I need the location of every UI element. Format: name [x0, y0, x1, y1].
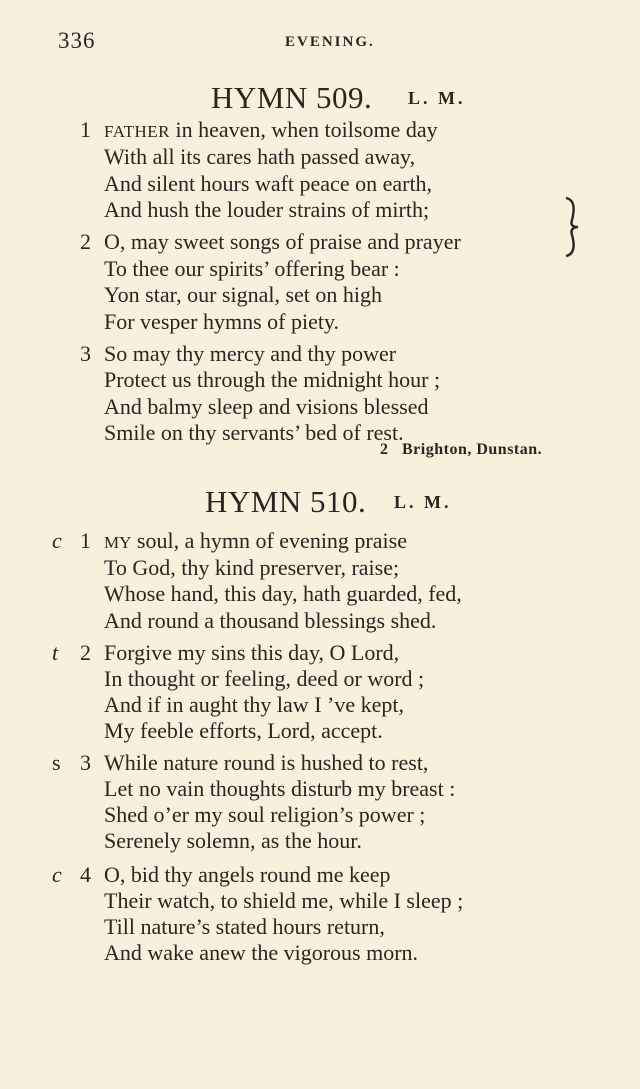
verse-line: [0, 171, 640, 197]
line-text: Yon star, our signal, set on high: [104, 282, 382, 307]
verse-line: [0, 666, 640, 692]
verse-line: [0, 862, 640, 888]
line-text: in heaven, when toilsome day: [169, 117, 438, 142]
page-number: 336: [58, 28, 96, 53]
line-text: My feeble efforts, Lord, accept.: [104, 718, 383, 743]
line-text: Forgive my sins this day, O Lord,: [104, 640, 400, 665]
verse-number: 1: [80, 117, 91, 142]
line-text: And if in aught thy law I ’ve kept,: [104, 692, 404, 717]
verse-number: 3: [80, 750, 91, 775]
line-text: Serenely solemn, as the hour.: [104, 828, 362, 853]
line-text: While nature round is hushed to rest,: [104, 750, 429, 775]
verse-line: [0, 367, 640, 393]
lead-word: FATHER: [104, 122, 170, 141]
verse-line: [0, 888, 640, 914]
verse-line: [0, 229, 640, 255]
tune-count: 2: [380, 441, 389, 458]
verse-number: 4: [80, 862, 91, 887]
verse-line: [0, 940, 640, 966]
verse-line: [0, 640, 640, 666]
verse-line: [0, 117, 640, 143]
line-text: So may thy mercy and thy power: [104, 341, 397, 366]
line-text: O, may sweet songs of praise and prayer: [104, 229, 461, 254]
hymn-number: HYMN 509.: [211, 80, 373, 115]
line-text: In thought or feeling, deed or word ;: [104, 666, 425, 691]
line-text: Whose hand, this day, hath guarded, fed,: [104, 581, 462, 606]
verse-line: [0, 256, 640, 282]
hymn-number: HYMN 510.: [205, 484, 367, 519]
dynamic-mark: t: [52, 640, 59, 665]
verse-line: [0, 144, 640, 170]
verse-line: [0, 718, 640, 744]
verse-line: [0, 341, 640, 367]
verse-line: [0, 828, 640, 854]
verse-line: [0, 914, 640, 940]
line-text: For vesper hymns of piety.: [104, 309, 340, 334]
verse-line: [0, 528, 640, 554]
verse-line: [0, 802, 640, 828]
hymn-510-title: [0, 484, 640, 520]
running-head: [0, 28, 640, 58]
line-text: Smile on thy servants’ bed of rest.: [104, 420, 404, 445]
dynamic-mark: s: [52, 750, 61, 775]
verse-line: [0, 776, 640, 802]
line-text: O, bid thy angels round me keep: [104, 862, 391, 887]
verse-line: [0, 581, 640, 607]
verse-line: [0, 692, 640, 718]
line-text: soul, a hymn of evening praise: [131, 528, 407, 553]
line-text: With all its cares hath passed away,: [104, 144, 416, 169]
tune-names: Brighton, Dunstan.: [402, 441, 543, 458]
verse-number: 1: [80, 528, 91, 553]
line-text: And round a thousand blessings shed.: [104, 608, 437, 633]
verse-line: [0, 197, 640, 223]
dynamic-mark: c: [52, 862, 62, 887]
line-text: Their watch, to shield me, while I sleep ;: [104, 888, 464, 913]
hymn-meter: L. M.: [394, 492, 452, 512]
line-text: Let no vain thoughts disturb my breast :: [104, 776, 456, 801]
verse-line: [0, 420, 640, 446]
hymn-509-title: [0, 80, 640, 116]
verse-number: 3: [80, 341, 91, 366]
lead-word: MY: [104, 533, 132, 552]
line-text: And hush the louder strains of mirth;: [104, 197, 430, 222]
verse-line: [0, 309, 640, 335]
line-text: To God, thy kind preserver, raise;: [104, 555, 400, 580]
verse-line: [0, 394, 640, 420]
line-text: Protect us through the midnight hour ;: [104, 367, 441, 392]
line-text: Till nature’s stated hours return,: [104, 914, 385, 939]
verse-line: [0, 555, 640, 581]
verse-line: [0, 282, 640, 308]
verse-number: 2: [80, 229, 91, 254]
line-text: And wake anew the vigorous morn.: [104, 940, 419, 965]
line-text: And silent hours waft peace on earth,: [104, 171, 433, 196]
verse-line: [0, 750, 640, 776]
line-text: And balmy sleep and visions blessed: [104, 394, 429, 419]
verse-line: [0, 608, 640, 634]
dynamic-mark: c: [52, 528, 62, 553]
line-text: To thee our spirits’ offering bear :: [104, 256, 400, 281]
section-title: EVENING.: [285, 34, 375, 50]
verse-number: 2: [80, 640, 91, 665]
line-text: Shed o’er my soul religion’s power ;: [104, 802, 426, 827]
tune-reference: [380, 441, 542, 459]
hymn-meter: L. M.: [408, 88, 466, 108]
